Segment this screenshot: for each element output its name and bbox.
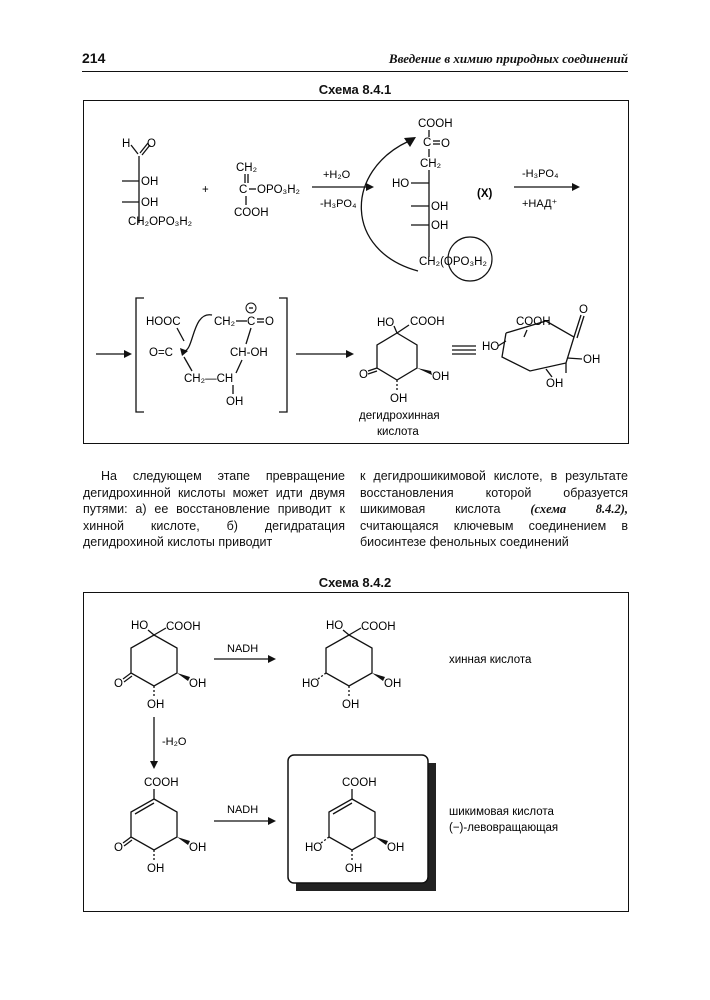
svg-text:COOH: COOH [166, 621, 201, 633]
intermediate-x-label: (X) [477, 188, 493, 200]
svg-text:C: C [247, 316, 256, 328]
scheme2-title: Схема 8.4.2 [318, 575, 392, 590]
prose-paragraph-1: На следующем этапе превращение дегидрохинной кислоты может идти двумя путями: а) ее восстановление приводит к хинной кислоте, б) дегидратация дегидрохиной кислоты приводит [83, 469, 345, 549]
dehydroshikimic-acid-structure [114, 777, 206, 875]
svg-text:H: H [122, 138, 131, 150]
svg-text:OH: OH [387, 842, 405, 854]
svg-text:OH: OH [147, 699, 165, 711]
dehydroquinic-acid-structure [359, 316, 449, 405]
svg-text:O: O [147, 138, 156, 150]
scheme1-box [83, 100, 629, 444]
dehydroquinic-acid-2-structure [114, 620, 206, 711]
svg-text:OH: OH [432, 371, 450, 383]
svg-text:OH: OH [390, 393, 408, 405]
svg-text:COOH: COOH [516, 316, 551, 328]
svg-text:O: O [114, 842, 123, 854]
svg-text:COOH: COOH [410, 316, 445, 328]
svg-text:CH₂: CH₂ [214, 316, 236, 328]
svg-text:CH₂: CH₂ [420, 158, 442, 170]
svg-text:OH: OH [189, 842, 207, 854]
svg-text:CH₂: CH₂ [236, 162, 258, 174]
svg-text:OH: OH [226, 396, 244, 408]
svg-text:O: O [114, 678, 123, 690]
svg-text:OH: OH [342, 699, 360, 711]
glyceraldehyde-phosphate-structure [122, 138, 192, 228]
reagent-nadh-1: NADH [227, 643, 259, 655]
intermediate-x-structure [361, 118, 492, 281]
dehydroquinic-label-1: дегидрохинная [359, 410, 440, 422]
scheme-reference: (схема 8.4.2), [530, 502, 628, 516]
scheme1-diagram [84, 101, 630, 445]
svg-text:OPO₃H₂: OPO₃H₂ [257, 184, 301, 196]
svg-text:HO: HO [482, 341, 500, 353]
prose-paragraph-2 [360, 468, 628, 551]
shikimic-acid-sublabel: (−)-левовращающая [449, 822, 559, 834]
svg-text:C: C [423, 137, 432, 149]
svg-text:HO: HO [392, 178, 410, 190]
dehydroquinic-chair-structure [482, 304, 600, 390]
shikimic-acid-label: шикимовая кислота [449, 806, 554, 818]
svg-text:HO: HO [326, 620, 344, 632]
dehydroquinic-label-2: кислота [377, 426, 419, 438]
plus-sign: + [202, 184, 209, 196]
svg-text:O: O [579, 304, 588, 316]
reagent-nad: +НАД⁺ [522, 198, 558, 210]
svg-text:CH₂OPO₃H₂: CH₂OPO₃H₂ [128, 216, 193, 228]
page-number: 214 [82, 50, 106, 66]
svg-text:C: C [239, 184, 248, 196]
svg-text:OH: OH [384, 678, 402, 690]
svg-text:COOH: COOH [418, 118, 453, 130]
svg-text:HO: HO [305, 842, 323, 854]
scheme1-title: Схема 8.4.1 [318, 82, 392, 97]
svg-text:CH-OH: CH-OH [230, 347, 268, 359]
svg-text:O=C: O=C [149, 347, 173, 359]
svg-text:OH: OH [431, 201, 449, 213]
quinic-acid-label: хинная кислота [449, 654, 532, 666]
svg-text:OH: OH [431, 220, 449, 232]
scheme2-diagram [84, 593, 630, 913]
svg-text:OH: OH [345, 863, 363, 875]
svg-text:HO: HO [377, 317, 395, 329]
svg-text:OH: OH [583, 354, 601, 366]
svg-text:OH: OH [147, 863, 165, 875]
svg-text:O: O [441, 138, 450, 150]
header-rule [82, 71, 628, 72]
svg-text:COOH: COOH [342, 777, 377, 789]
reagent-h3po4: -H₃PO₄ [320, 198, 357, 210]
prose-text-2a: к дегидрошикимовой кислоте, в результате восстановления которой образуется шикимовая кислота [360, 469, 628, 516]
prose-column-1 [83, 468, 345, 551]
svg-text:OH: OH [189, 678, 207, 690]
svg-text:CH₂—CH: CH₂—CH [184, 373, 234, 385]
svg-text:HO: HO [131, 620, 149, 632]
svg-text:CH₂(OPO₃H₂: CH₂(OPO₃H₂ [419, 256, 487, 268]
svg-text:HO: HO [302, 678, 320, 690]
svg-text:COOH: COOH [234, 207, 269, 219]
prose-text-2b: считающаяся ключевым соединением в биосинтезе фенольных соединений [360, 518, 628, 549]
svg-text:OH: OH [546, 378, 564, 390]
svg-text:HOOC: HOOC [146, 316, 181, 328]
reagent-dehydration: -H₂O [162, 736, 187, 748]
svg-text:OH: OH [141, 176, 159, 188]
scheme2-box [83, 592, 629, 912]
reagent-h3po4-2: -H₃PO₄ [522, 168, 559, 180]
reagent-h2o: +H₂O [323, 169, 351, 181]
quinic-acid-structure [302, 620, 401, 711]
svg-text:COOH: COOH [144, 777, 179, 789]
svg-text:O: O [359, 369, 368, 381]
svg-text:O: O [265, 316, 274, 328]
enolate-intermediate-structure [146, 303, 274, 408]
prose-column-2 [360, 468, 628, 551]
svg-text:OH: OH [141, 197, 159, 209]
running-title: Введение в химию природных соединений [388, 51, 628, 66]
phosphoenolpyruvate-structure [234, 162, 300, 219]
svg-text:COOH: COOH [361, 621, 396, 633]
reagent-nadh-2: NADH [227, 804, 259, 816]
